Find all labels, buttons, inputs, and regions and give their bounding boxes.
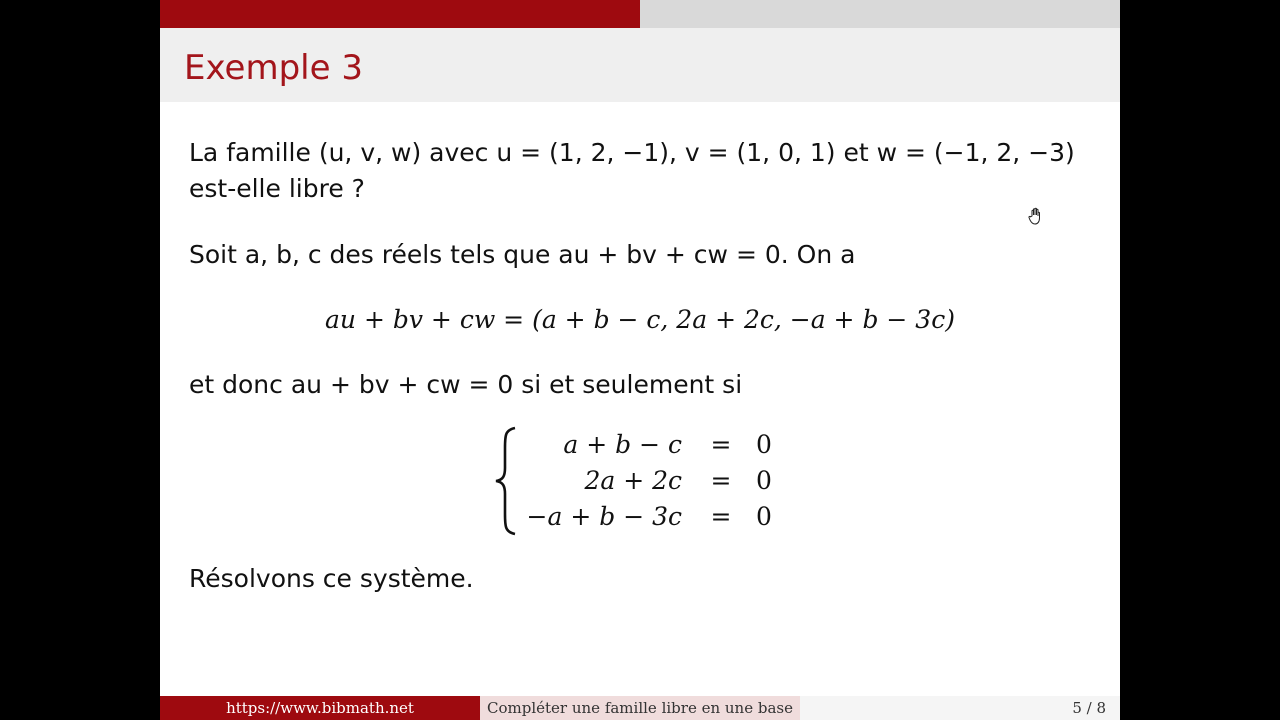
system-row-2-rhs: 0 [756,466,772,495]
footer [160,696,1120,720]
system-row-3-eq: = [710,502,732,531]
system-row-1-eq: = [710,430,732,459]
footer-subject: Compléter une famille libre en une base [480,696,800,720]
footer-page-box [800,696,1120,720]
system-row-1-lhs: a + b − c [563,430,682,459]
system-row-1-rhs: 0 [756,430,772,459]
question-line-2: est-elle libre ? [189,174,365,203]
page-number: 5 / 8 [1072,699,1106,717]
system-row-3-rhs: 0 [756,502,772,531]
hand-cursor-icon [1028,207,1044,225]
system-row-3-lhs: −a + b − 3c [526,502,682,531]
question-line-1: La famille (u, v, w) avec u = (1, 2, −1), v = (1, 0, 1) et w = (−1, 2, −3) [189,138,1075,167]
slide-title: Exemple 3 [184,48,363,88]
equivalence-line: et donc au + bv + cw = 0 si et seulement si [189,370,743,399]
progress-track [160,0,1120,28]
hypothesis-line: Soit a, b, c des réels tels que au + bv + cw = 0. On a [189,240,856,269]
system-row-2-lhs: 2a + 2c [584,466,682,495]
progress-fill [160,0,640,28]
system-row-2-eq: = [710,466,732,495]
conclusion-line: Résolvons ce système. [189,564,474,593]
footer-url-link[interactable]: https://www.bibmath.net [160,696,480,720]
display-equation: au + bv + cw = (a + b − c, 2a + 2c, −a + b − 3c) [325,305,955,334]
slide [160,0,1120,720]
